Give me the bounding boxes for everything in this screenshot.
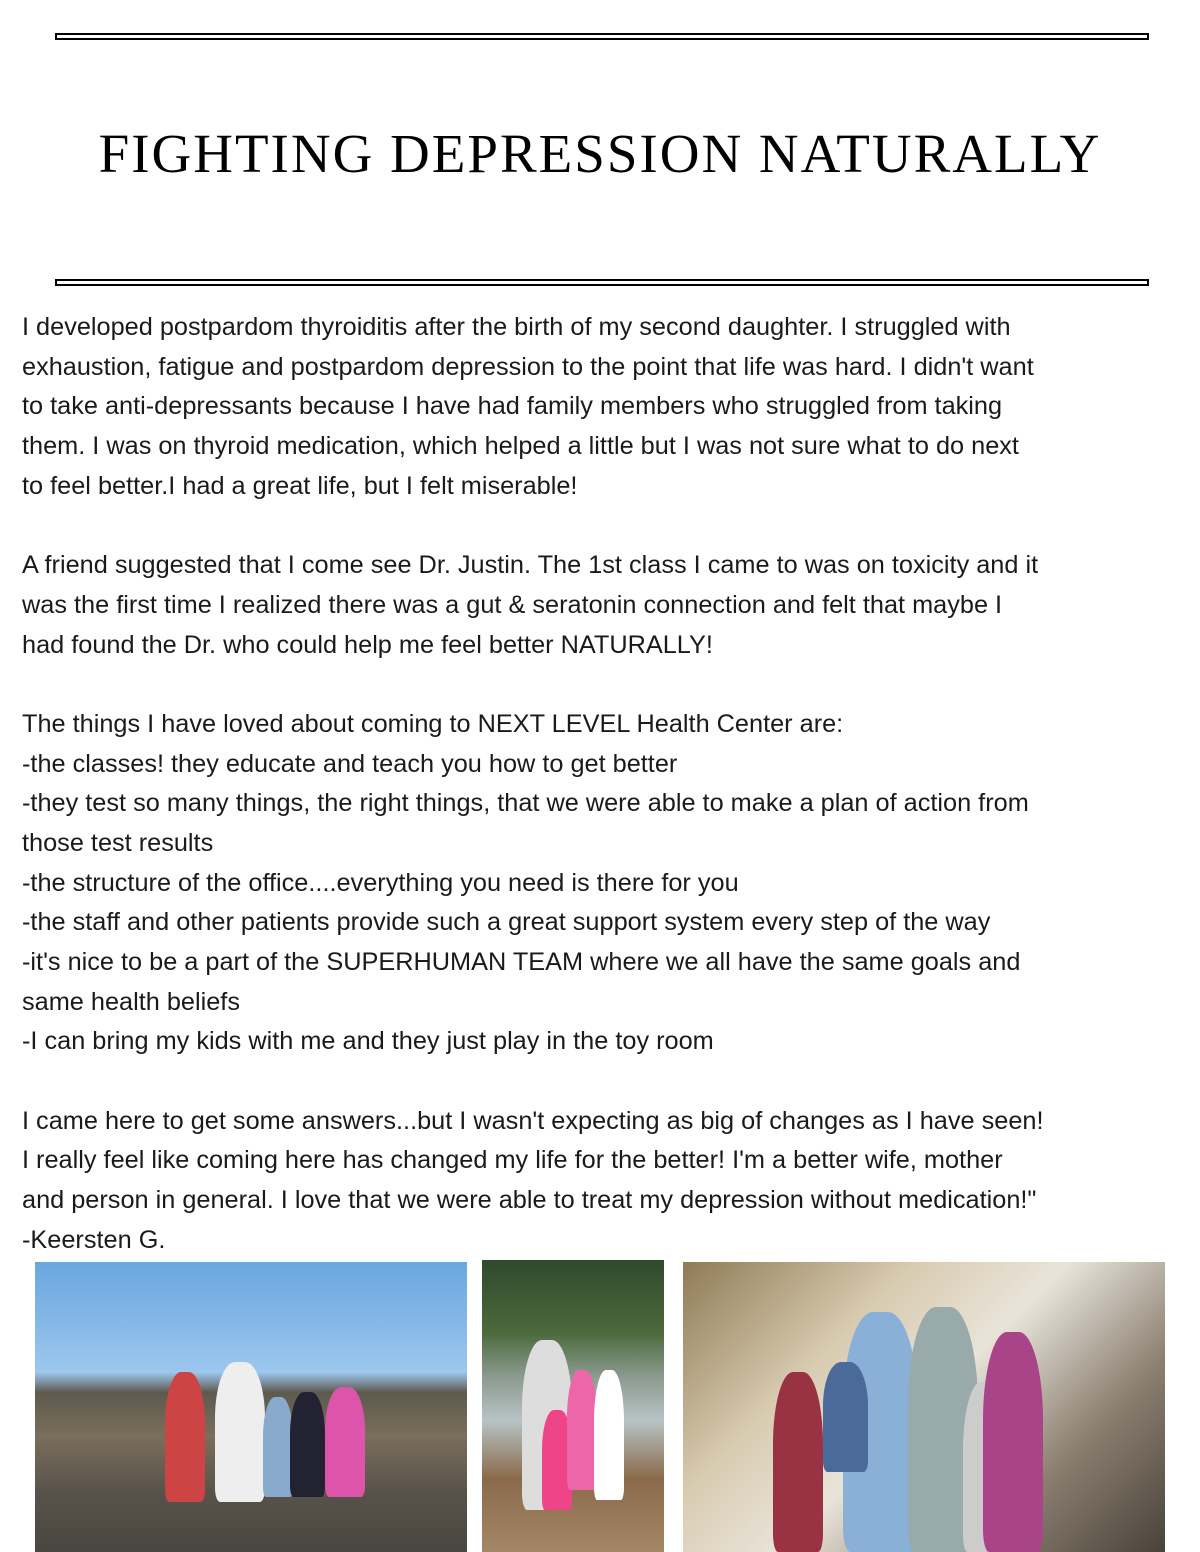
text-line: had found the Dr. who could help me feel better NATURALLY! [22,630,713,659]
testimonial-body [22,308,1192,1261]
text-line: -the structure of the office....everything you need is there for you [22,868,739,897]
text-line: -the classes! they educate and teach you how to get better [22,749,678,778]
photo-family-portrait [683,1262,1165,1552]
photo-family-hike [35,1262,467,1552]
paragraph [22,705,1192,1062]
text-line: -I can bring my kids with me and they just play in the toy room [22,1027,714,1056]
text-line: to take anti-depressants because I have had family members who struggled from taking [22,392,1003,421]
text-line: -the staff and other patients provide such a great support system every step of the way [22,908,991,937]
text-line: The things I have loved about coming to NEXT LEVEL Health Center are: [22,709,844,738]
paragraph-gap [22,665,1192,705]
page-title: FIGHTING DEPRESSION NATURALLY [98,123,1102,184]
photo-kids-waterfall [482,1260,664,1552]
text-line: to feel better.I had a great life, but I felt miserable! [22,471,578,500]
text-line: I really feel like coming here has changed my life for the better! I'm a better wife, mother [22,1146,1003,1175]
paragraph [22,308,1192,506]
text-line: and person in general. I love that we were able to treat my depression without medication!" [22,1186,1037,1215]
text-line: I came here to get some answers...but I wasn't expecting as big of changes as I have seen! [22,1106,1044,1135]
text-line: those test results [22,828,214,857]
text-line: -Keersten G. [22,1225,166,1254]
text-line: A friend suggested that I come see Dr. Justin. The 1st class I came to was on toxicity and it [22,551,1039,580]
text-line: -they test so many things, the right things, that we were able to make a plan of action from [22,789,1029,818]
paragraph [22,546,1192,665]
text-line: exhaustion, fatigue and postpardom depression to the point that life was hard. I didn't want [22,352,1034,381]
text-line: I developed postpardom thyroiditis after the birth of my second daughter. I struggled with [22,313,1011,341]
title-rule-bottom [55,279,1149,286]
title-rule-top [55,33,1149,40]
text-line: -it's nice to be a part of the SUPERHUMAN TEAM where we all have the same goals and [22,948,1021,976]
paragraph [22,1102,1192,1261]
text-line: them. I was on thyroid medication, which helped a little but I was not sure what to do next [22,432,1019,461]
text-line: was the first time I realized there was a gut & seratonin connection and felt that maybe I [22,590,1003,619]
text-line: same health beliefs [22,987,240,1016]
paragraph-gap [22,1062,1192,1102]
paragraph-gap [22,506,1192,546]
